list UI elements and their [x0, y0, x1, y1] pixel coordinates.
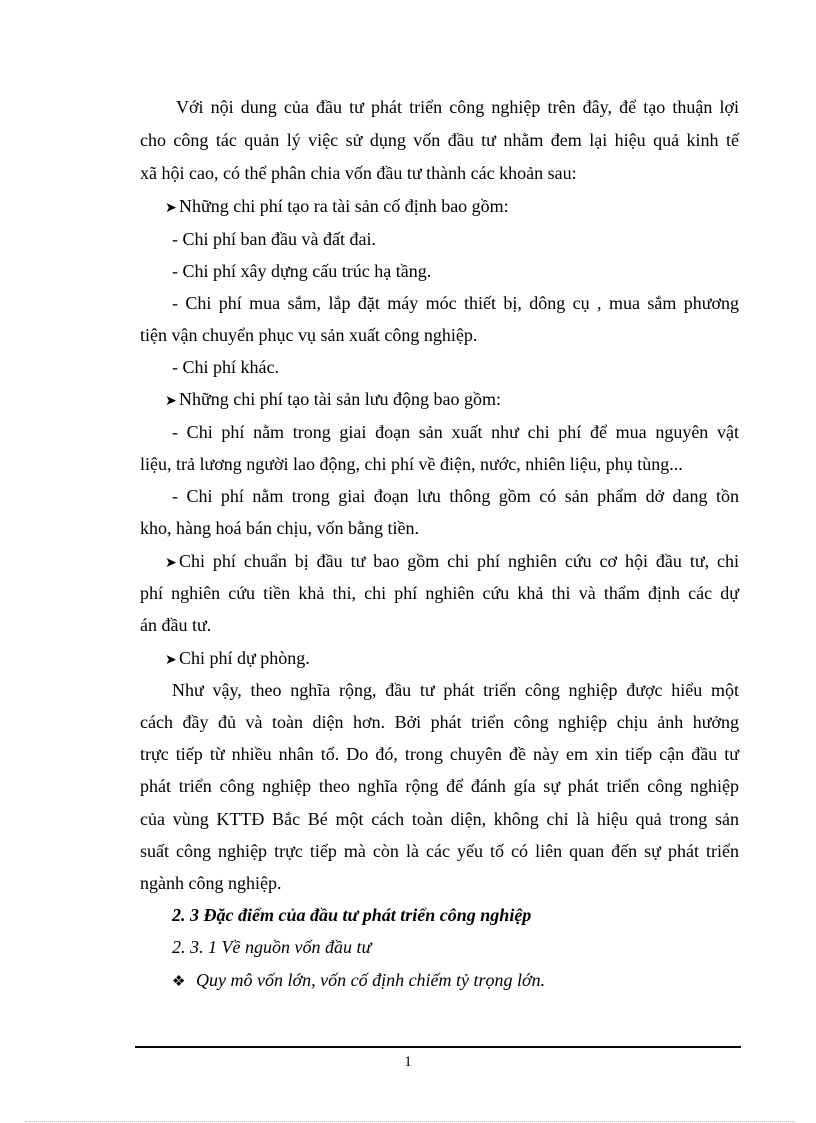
bullet-text: Những chi phí tạo ra tài sản cố định bao gồm:: [179, 196, 509, 216]
paragraph-line: của vùng KTTĐ Bắc Bé một cách toàn diện, không chỉ là hiệu quả trong sản: [140, 809, 739, 829]
paragraph-line: cho công tác quản lý việc sử dụng vốn đầu tư nhằm đem lại hiệu quả kinh tế: [140, 130, 739, 150]
page-edge-divider: [25, 1121, 795, 1122]
paragraph-line: liệu, trả lương người lao động, chi phí về điện, nước, nhiên liệu, phụ tùng...: [140, 454, 683, 474]
dash-item: - Chi phí khác.: [172, 357, 279, 377]
arrow-bullet-icon: ➤: [165, 201, 177, 216]
arrow-bullet-icon: ➤: [165, 394, 177, 409]
paragraph-line: kho, hàng hoá bán chịu, vốn bằng tiền.: [140, 518, 419, 538]
paragraph-line: Như vậy, theo nghĩa rộng, đầu tư phát triển công nghiệp được hiểu một: [172, 680, 739, 700]
paragraph-line: ngành công nghiệp.: [140, 873, 282, 893]
section-heading: 2. 3 Đặc điểm của đầu tư phát triển công nghiệp: [172, 905, 532, 925]
dash-item: - Chi phí nằm trong giai đoạn sản xuất như chi phí để mua nguyên vật: [172, 422, 739, 442]
diamond-bullet-icon: ❖: [172, 974, 186, 990]
subsection-heading: 2. 3. 1 Về nguồn vốn đầu tư: [172, 937, 372, 957]
dash-item: - Chi phí mua sắm, lắp đặt máy móc thiết bị, dông cụ , mua sắm phương: [172, 293, 739, 313]
paragraph-line: xã hội cao, có thể phân chia vốn đầu tư thành các khoản sau:: [140, 163, 577, 183]
paragraph-line: Với nội dung của đầu tư phát triển công nghiệp trên đây, để tạo thuận lợi: [176, 97, 739, 117]
paragraph-line: phát triển công nghiệp theo nghĩa rộng để đánh gía sự phát triển công nghiệp: [140, 776, 739, 796]
paragraph-line: suất công nghiệp trực tiếp mà còn là các yếu tố có liên quan đến sự phát triển: [140, 841, 739, 861]
paragraph-line: phí nghiên cứu tiền khả thi, chi phí nghiên cứu khả thi và thẩm định các dự: [140, 583, 739, 603]
diamond-item-text: Quy mô vốn lớn, vốn cố định chiếm tỷ trọng lớn.: [196, 970, 546, 990]
bullet-text: Chi phí dự phòng.: [179, 648, 310, 668]
arrow-bullet-icon: ➤: [165, 556, 177, 571]
bullet-item: [165, 647, 764, 672]
footer-divider: [135, 1046, 741, 1048]
paragraph-line: án đầu tư.: [140, 615, 212, 635]
bullet-item: [165, 550, 739, 575]
dash-item: - Chi phí ban đầu và đất đai.: [172, 229, 376, 249]
paragraph-line: trực tiếp từ nhiều nhân tố. Do đó, trong chuyên đề này em xin tiếp cận đầu tư: [140, 744, 739, 764]
dash-item: - Chi phí xây dựng cấu trúc hạ tầng.: [172, 261, 432, 281]
bullet-item: [165, 195, 764, 220]
bullet-item: [165, 388, 764, 413]
bullet-text: Chi phí chuẩn bị đầu tư bao gồm chi phí nghiên cứu cơ hội đầu tư, chi: [179, 551, 739, 571]
diamond-item: [172, 969, 771, 993]
paragraph-line: tiện vận chuyển phục vụ sản xuất công nghiệp.: [140, 325, 478, 345]
bullet-text: Những chi phí tạo tài sản lưu động bao gồm:: [179, 389, 501, 409]
dash-item: - Chi phí nằm trong giai đoạn lưu thông gồm có sản phẩm dở dang tồn: [172, 486, 739, 506]
page-number: 1: [404, 1054, 412, 1070]
paragraph-line: cách đầy đủ và toàn diện hơn. Bởi phát triển công nghiệp chịu ảnh hưởng: [140, 712, 739, 732]
arrow-bullet-icon: ➤: [165, 653, 177, 668]
